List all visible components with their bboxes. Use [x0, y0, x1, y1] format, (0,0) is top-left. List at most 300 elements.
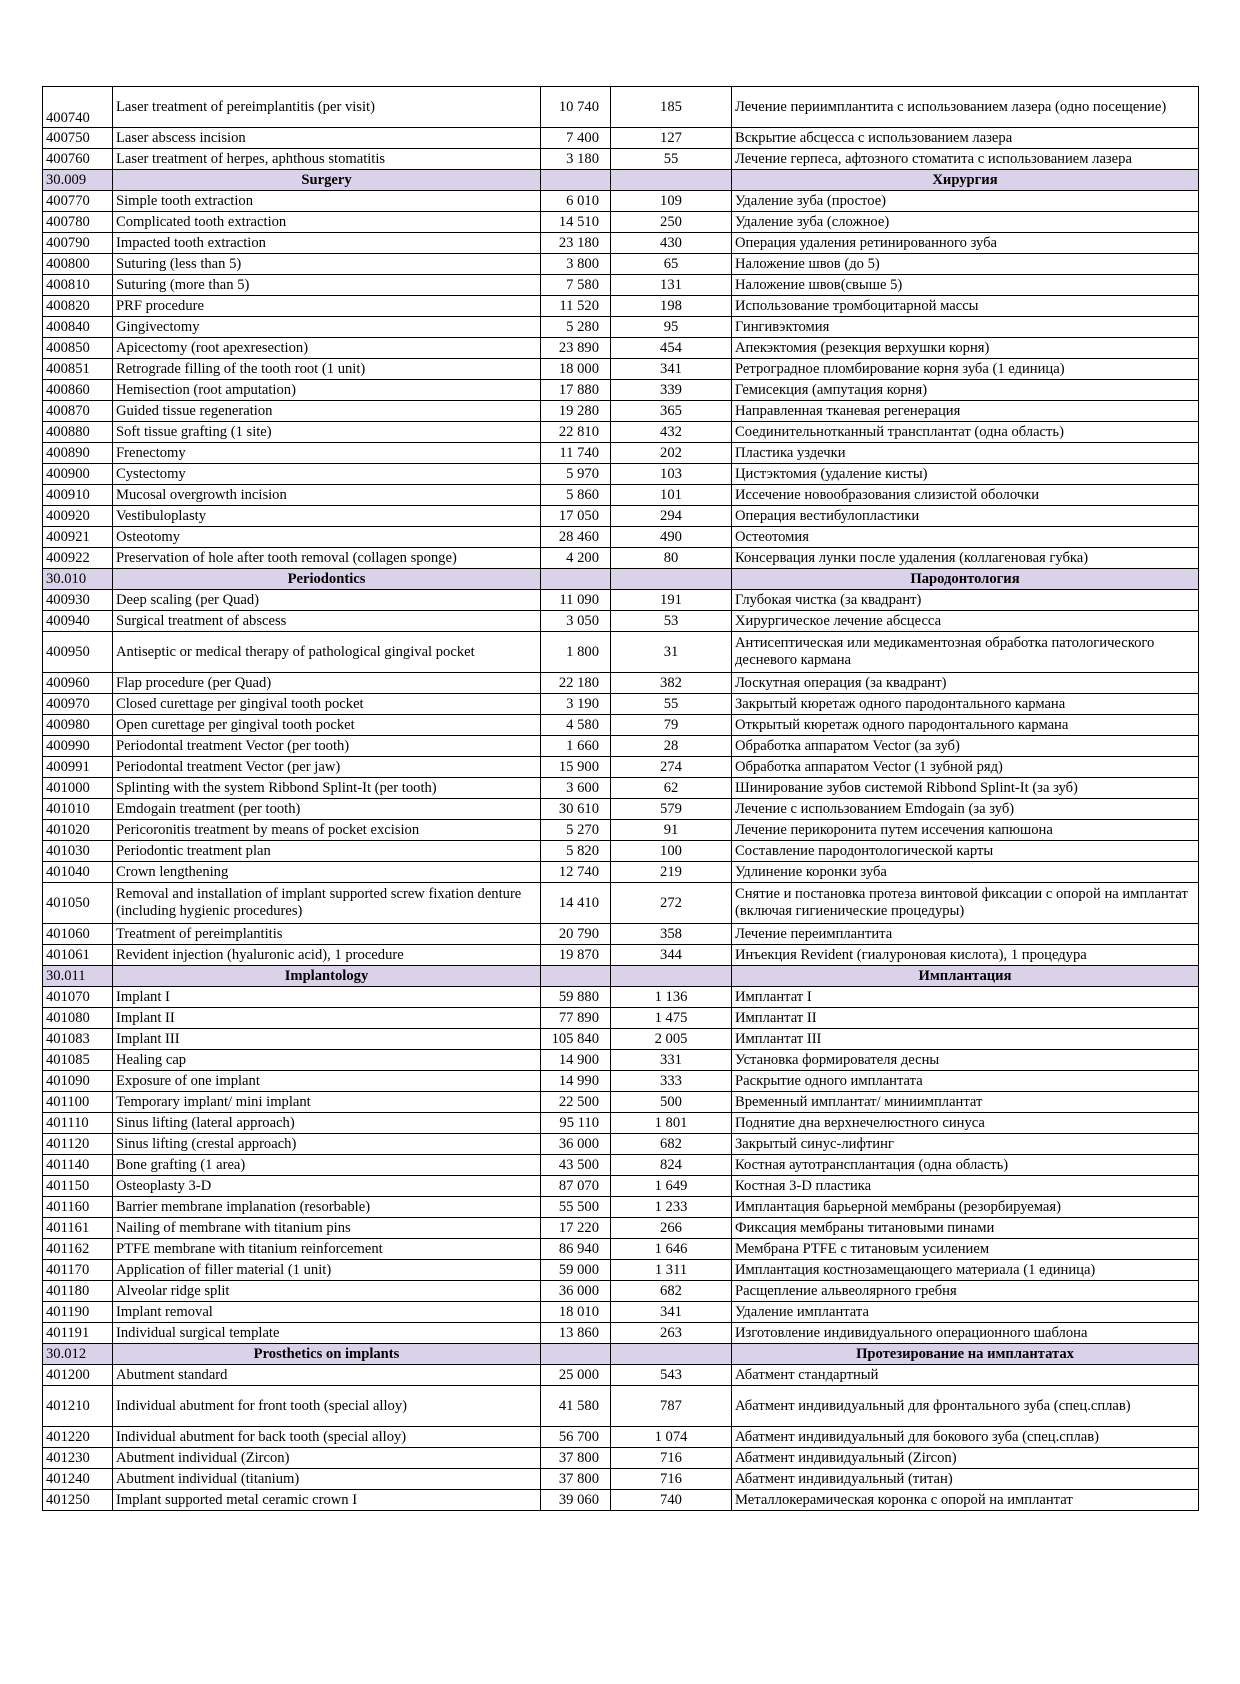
- price-amount: 5 860: [541, 485, 611, 506]
- table-row: [43, 632, 1199, 673]
- service-code: 401040: [43, 862, 113, 883]
- service-name-ru: Имплантат II: [732, 1008, 1199, 1029]
- table-row: [43, 1490, 1199, 1511]
- service-name-en: Laser treatment of pereimplantitis (per visit): [113, 87, 541, 128]
- price-amount: 7 400: [541, 128, 611, 149]
- service-code: 401050: [43, 883, 113, 924]
- service-code: 401250: [43, 1490, 113, 1511]
- price-amount: 23 180: [541, 233, 611, 254]
- table-row: [43, 87, 1199, 128]
- price-usd: 53: [611, 611, 732, 632]
- price-amount: 11 740: [541, 443, 611, 464]
- service-code: 400760: [43, 149, 113, 170]
- service-code: 401162: [43, 1239, 113, 1260]
- price-usd: 55: [611, 694, 732, 715]
- section-code: 30.011: [43, 966, 113, 987]
- table-row: [43, 757, 1199, 778]
- price-amount: 86 940: [541, 1239, 611, 1260]
- service-name-en: Frenectomy: [113, 443, 541, 464]
- service-name-en: Sinus lifting (lateral approach): [113, 1113, 541, 1134]
- service-code: 401100: [43, 1092, 113, 1113]
- price-usd: 1 233: [611, 1197, 732, 1218]
- price-amount: 14 990: [541, 1071, 611, 1092]
- price-usd: 430: [611, 233, 732, 254]
- price-usd: 365: [611, 401, 732, 422]
- service-name-ru: Абатмент индивидуальный (Zircon): [732, 1448, 1199, 1469]
- service-name-ru: Наложение швов (до 5): [732, 254, 1199, 275]
- service-name-en: Soft tissue grafting (1 site): [113, 422, 541, 443]
- price-usd: 344: [611, 945, 732, 966]
- service-name-en: Healing cap: [113, 1050, 541, 1071]
- price-usd: 1 074: [611, 1427, 732, 1448]
- table-row: [43, 1386, 1199, 1427]
- service-name-ru: Лечение переимплантита: [732, 924, 1199, 945]
- price-amount: 3 800: [541, 254, 611, 275]
- table-row: [43, 359, 1199, 380]
- section-empty-cell: [611, 966, 732, 987]
- price-usd: 490: [611, 527, 732, 548]
- service-name-en: Splinting with the system Ribbond Splint-It (per tooth): [113, 778, 541, 799]
- service-code: 400930: [43, 590, 113, 611]
- service-name-ru: Абатмент индивидуальный для бокового зуба (спец.сплав): [732, 1427, 1199, 1448]
- price-usd: 185: [611, 87, 732, 128]
- table-row: [43, 1260, 1199, 1281]
- service-name-en: Bone grafting (1 area): [113, 1155, 541, 1176]
- service-name-en: Individual abutment for front tooth (special alloy): [113, 1386, 541, 1427]
- service-name-en: Guided tissue regeneration: [113, 401, 541, 422]
- section-title-ru: Пародонтология: [732, 569, 1199, 590]
- service-name-ru: Обработка аппаратом Vector (за зуб): [732, 736, 1199, 757]
- price-usd: 263: [611, 1323, 732, 1344]
- service-name-ru: Операция удаления ретинированного зуба: [732, 233, 1199, 254]
- price-usd: 579: [611, 799, 732, 820]
- service-name-ru: Лечение герпеса, афтозного стоматита с использованием лазера: [732, 149, 1199, 170]
- service-name-ru: Лечение с использованием Emdogain (за зуб): [732, 799, 1199, 820]
- service-name-ru: Имплантат I: [732, 987, 1199, 1008]
- service-code: 400950: [43, 632, 113, 673]
- service-code: 400910: [43, 485, 113, 506]
- price-amount: 5 820: [541, 841, 611, 862]
- table-row: [43, 548, 1199, 569]
- price-amount: 18 000: [541, 359, 611, 380]
- service-name-ru: Хирургическое лечение абсцесса: [732, 611, 1199, 632]
- price-amount: 105 840: [541, 1029, 611, 1050]
- service-name-en: PTFE membrane with titanium reinforcement: [113, 1239, 541, 1260]
- price-usd: 358: [611, 924, 732, 945]
- price-usd: 382: [611, 673, 732, 694]
- service-name-ru: Металлокерамическая коронка с опорой на имплантат: [732, 1490, 1199, 1511]
- section-title-ru: Хирургия: [732, 170, 1199, 191]
- service-name-en: Application of filler material (1 unit): [113, 1260, 541, 1281]
- price-usd: 250: [611, 212, 732, 233]
- service-code: 401161: [43, 1218, 113, 1239]
- table-row: [43, 1427, 1199, 1448]
- price-amount: 19 870: [541, 945, 611, 966]
- service-code: 401070: [43, 987, 113, 1008]
- price-amount: 41 580: [541, 1386, 611, 1427]
- price-amount: 3 600: [541, 778, 611, 799]
- service-code: 400860: [43, 380, 113, 401]
- service-code: 401020: [43, 820, 113, 841]
- service-name-en: Sinus lifting (crestal approach): [113, 1134, 541, 1155]
- service-code: 400900: [43, 464, 113, 485]
- service-name-ru: Раскрытие одного имплантата: [732, 1071, 1199, 1092]
- price-usd: 432: [611, 422, 732, 443]
- service-code: 401190: [43, 1302, 113, 1323]
- service-name-en: Implant II: [113, 1008, 541, 1029]
- section-header-row: [43, 1344, 1199, 1365]
- service-name-ru: Вскрытие абсцесса с использованием лазера: [732, 128, 1199, 149]
- price-usd: 79: [611, 715, 732, 736]
- price-amount: 10 740: [541, 87, 611, 128]
- price-amount: 59 000: [541, 1260, 611, 1281]
- price-table-body: [43, 87, 1199, 1511]
- table-row: [43, 1281, 1199, 1302]
- price-usd: 131: [611, 275, 732, 296]
- section-header-row: [43, 966, 1199, 987]
- price-usd: 543: [611, 1365, 732, 1386]
- service-code: 401060: [43, 924, 113, 945]
- section-code: 30.010: [43, 569, 113, 590]
- service-code: 401160: [43, 1197, 113, 1218]
- table-row: [43, 443, 1199, 464]
- price-amount: 55 500: [541, 1197, 611, 1218]
- price-amount: 17 880: [541, 380, 611, 401]
- service-name-ru: Снятие и постановка протеза винтовой фиксации с опорой на имплантат (включая гигиенические процедуры): [732, 883, 1199, 924]
- price-usd: 740: [611, 1490, 732, 1511]
- service-name-en: Simple tooth extraction: [113, 191, 541, 212]
- price-usd: 103: [611, 464, 732, 485]
- section-title-en: Surgery: [113, 170, 541, 191]
- price-usd: 716: [611, 1448, 732, 1469]
- service-name-ru: Гингивэктомия: [732, 317, 1199, 338]
- service-name-ru: Направленная тканевая регенерация: [732, 401, 1199, 422]
- price-usd: 787: [611, 1386, 732, 1427]
- service-name-en: Periodontal treatment Vector (per tooth): [113, 736, 541, 757]
- table-row: [43, 464, 1199, 485]
- service-code: 400851: [43, 359, 113, 380]
- price-usd: 202: [611, 443, 732, 464]
- service-name-en: Implant removal: [113, 1302, 541, 1323]
- service-name-ru: Имплантация костнозамещающего материала (1 единица): [732, 1260, 1199, 1281]
- service-name-ru: Изготовление индивидуального операционного шаблона: [732, 1323, 1199, 1344]
- service-name-en: Abutment standard: [113, 1365, 541, 1386]
- service-name-en: Crown lengthening: [113, 862, 541, 883]
- section-empty-cell: [541, 1344, 611, 1365]
- price-usd: 824: [611, 1155, 732, 1176]
- service-name-en: Mucosal overgrowth incision: [113, 485, 541, 506]
- service-name-ru: Лечение перикоронита путем иссечения капюшона: [732, 820, 1199, 841]
- price-usd: 500: [611, 1092, 732, 1113]
- service-name-en: PRF procedure: [113, 296, 541, 317]
- table-row: [43, 1092, 1199, 1113]
- service-name-ru: Апекэктомия (резекция верхушки корня): [732, 338, 1199, 359]
- service-name-ru: Мембрана PTFE с титановым усилением: [732, 1239, 1199, 1260]
- price-amount: 1 660: [541, 736, 611, 757]
- service-name-ru: Поднятие дна верхнечелюстного синуса: [732, 1113, 1199, 1134]
- table-row: [43, 233, 1199, 254]
- price-amount: 77 890: [541, 1008, 611, 1029]
- service-name-ru: Закрытый кюретаж одного пародонтального кармана: [732, 694, 1199, 715]
- section-title-en: Periodontics: [113, 569, 541, 590]
- service-code: 401191: [43, 1323, 113, 1344]
- table-row: [43, 694, 1199, 715]
- service-name-ru: Лоскутная операция (за квадрант): [732, 673, 1199, 694]
- service-name-en: Preservation of hole after tooth removal (collagen sponge): [113, 548, 541, 569]
- service-name-en: Laser abscess incision: [113, 128, 541, 149]
- service-name-ru: Абатмент стандартный: [732, 1365, 1199, 1386]
- service-name-ru: Глубокая чистка (за квадрант): [732, 590, 1199, 611]
- service-code: 400790: [43, 233, 113, 254]
- table-row: [43, 987, 1199, 1008]
- service-name-en: Abutment individual (Zircon): [113, 1448, 541, 1469]
- price-amount: 20 790: [541, 924, 611, 945]
- price-usd: 109: [611, 191, 732, 212]
- service-code: 400980: [43, 715, 113, 736]
- service-name-en: Cystectomy: [113, 464, 541, 485]
- service-name-ru: Операция вестибулопластики: [732, 506, 1199, 527]
- price-amount: 25 000: [541, 1365, 611, 1386]
- service-name-en: Nailing of membrane with titanium pins: [113, 1218, 541, 1239]
- price-amount: 23 890: [541, 338, 611, 359]
- table-row: [43, 1239, 1199, 1260]
- price-usd: 341: [611, 1302, 732, 1323]
- table-row: [43, 128, 1199, 149]
- table-row: [43, 1029, 1199, 1050]
- service-name-en: Pericoronitis treatment by means of pocket excision: [113, 820, 541, 841]
- service-name-en: Suturing (more than 5): [113, 275, 541, 296]
- service-code: 400970: [43, 694, 113, 715]
- service-code: 401085: [43, 1050, 113, 1071]
- service-name-ru: Ретроградное пломбирование корня зуба (1 единица): [732, 359, 1199, 380]
- service-code: 401120: [43, 1134, 113, 1155]
- service-code: 400840: [43, 317, 113, 338]
- service-code: 401000: [43, 778, 113, 799]
- price-usd: 1 136: [611, 987, 732, 1008]
- service-name-en: Periodontal treatment Vector (per jaw): [113, 757, 541, 778]
- service-name-en: Exposure of one implant: [113, 1071, 541, 1092]
- service-code: 400770: [43, 191, 113, 212]
- service-name-ru: Удаление зуба (простое): [732, 191, 1199, 212]
- section-title-ru: Протезирование на имплантатах: [732, 1344, 1199, 1365]
- service-name-ru: Имплантат III: [732, 1029, 1199, 1050]
- price-amount: 95 110: [541, 1113, 611, 1134]
- price-amount: 59 880: [541, 987, 611, 1008]
- price-usd: 91: [611, 820, 732, 841]
- service-name-en: Closed curettage per gingival tooth pocket: [113, 694, 541, 715]
- service-code: 401110: [43, 1113, 113, 1134]
- service-name-en: Implant supported metal ceramic crown I: [113, 1490, 541, 1511]
- table-row: [43, 1134, 1199, 1155]
- service-code: 401180: [43, 1281, 113, 1302]
- service-name-en: Apicectomy (root apexresection): [113, 338, 541, 359]
- price-amount: 39 060: [541, 1490, 611, 1511]
- service-name-en: Suturing (less than 5): [113, 254, 541, 275]
- service-name-en: Individual surgical template: [113, 1323, 541, 1344]
- price-usd: 65: [611, 254, 732, 275]
- service-name-en: Emdogain treatment (per tooth): [113, 799, 541, 820]
- service-name-ru: Использование тромбоцитарной массы: [732, 296, 1199, 317]
- service-name-ru: Временный имплантат/ миниимплантат: [732, 1092, 1199, 1113]
- service-code: 400870: [43, 401, 113, 422]
- service-code: 400780: [43, 212, 113, 233]
- service-code: 400850: [43, 338, 113, 359]
- price-amount: 4 200: [541, 548, 611, 569]
- service-name-ru: Удаление зуба (сложное): [732, 212, 1199, 233]
- service-name-ru: Лечение периимплантита с использованием лазера (одно посещение): [732, 87, 1199, 128]
- price-amount: 4 580: [541, 715, 611, 736]
- service-name-en: Temporary implant/ mini implant: [113, 1092, 541, 1113]
- service-code: 401090: [43, 1071, 113, 1092]
- price-amount: 87 070: [541, 1176, 611, 1197]
- service-name-ru: Шинирование зубов системой Ribbond Splint-It (за зуб): [732, 778, 1199, 799]
- table-row: [43, 1469, 1199, 1490]
- table-row: [43, 590, 1199, 611]
- table-row: [43, 485, 1199, 506]
- service-name-ru: Костная 3-D пластика: [732, 1176, 1199, 1197]
- service-code: 401080: [43, 1008, 113, 1029]
- price-amount: 43 500: [541, 1155, 611, 1176]
- service-code: 401140: [43, 1155, 113, 1176]
- service-name-ru: Удаление имплантата: [732, 1302, 1199, 1323]
- service-name-ru: Наложение швов(свыше 5): [732, 275, 1199, 296]
- table-row: [43, 1050, 1199, 1071]
- table-row: [43, 212, 1199, 233]
- service-code: 401170: [43, 1260, 113, 1281]
- service-code: 401240: [43, 1469, 113, 1490]
- service-code: 400921: [43, 527, 113, 548]
- table-row: [43, 924, 1199, 945]
- table-row: [43, 1155, 1199, 1176]
- price-amount: 36 000: [541, 1134, 611, 1155]
- price-usd: 1 475: [611, 1008, 732, 1029]
- section-code: 30.009: [43, 170, 113, 191]
- table-row: [43, 1071, 1199, 1092]
- price-amount: 12 740: [541, 862, 611, 883]
- price-amount: 56 700: [541, 1427, 611, 1448]
- service-name-ru: Костная аутотрансплантация (одна область): [732, 1155, 1199, 1176]
- price-usd: 454: [611, 338, 732, 359]
- service-code: 400922: [43, 548, 113, 569]
- price-usd: 1 649: [611, 1176, 732, 1197]
- service-name-en: Impacted tooth extraction: [113, 233, 541, 254]
- price-usd: 333: [611, 1071, 732, 1092]
- price-amount: 22 180: [541, 673, 611, 694]
- price-amount: 14 410: [541, 883, 611, 924]
- service-name-ru: Цистэктомия (удаление кисты): [732, 464, 1199, 485]
- service-code: 400991: [43, 757, 113, 778]
- service-name-en: Antiseptic or medical therapy of pathological gingival pocket: [113, 632, 541, 673]
- service-name-en: Implant I: [113, 987, 541, 1008]
- price-amount: 19 280: [541, 401, 611, 422]
- section-code: 30.012: [43, 1344, 113, 1365]
- price-amount: 14 900: [541, 1050, 611, 1071]
- service-name-ru: Консервация лунки после удаления (коллагеновая губка): [732, 548, 1199, 569]
- price-amount: 5 270: [541, 820, 611, 841]
- service-code: 401220: [43, 1427, 113, 1448]
- section-empty-cell: [541, 170, 611, 191]
- table-row: [43, 1448, 1199, 1469]
- service-code: 400800: [43, 254, 113, 275]
- price-list-page: [42, 86, 1198, 1511]
- price-usd: 682: [611, 1134, 732, 1155]
- service-code: 400750: [43, 128, 113, 149]
- service-code: 400820: [43, 296, 113, 317]
- service-code: 401210: [43, 1386, 113, 1427]
- service-code: 401200: [43, 1365, 113, 1386]
- price-usd: 80: [611, 548, 732, 569]
- service-name-ru: Остеотомия: [732, 527, 1199, 548]
- service-name-en: Barrier membrane implanation (resorbable): [113, 1197, 541, 1218]
- table-row: [43, 506, 1199, 527]
- service-name-en: Treatment of pereimplantitis: [113, 924, 541, 945]
- service-code: 400890: [43, 443, 113, 464]
- table-row: [43, 275, 1199, 296]
- service-name-en: Alveolar ridge split: [113, 1281, 541, 1302]
- price-amount: 37 800: [541, 1469, 611, 1490]
- price-amount: 5 280: [541, 317, 611, 338]
- table-row: [43, 736, 1199, 757]
- service-name-en: Retrograde filling of the tooth root (1 unit): [113, 359, 541, 380]
- table-row: [43, 149, 1199, 170]
- price-usd: 95: [611, 317, 732, 338]
- service-name-en: Osteotomy: [113, 527, 541, 548]
- price-amount: 18 010: [541, 1302, 611, 1323]
- table-row: [43, 422, 1199, 443]
- service-name-en: Complicated tooth extraction: [113, 212, 541, 233]
- price-amount: 13 860: [541, 1323, 611, 1344]
- service-name-en: Revident injection (hyaluronic acid), 1 procedure: [113, 945, 541, 966]
- price-usd: 294: [611, 506, 732, 527]
- price-usd: 341: [611, 359, 732, 380]
- table-row: [43, 338, 1199, 359]
- table-row: [43, 715, 1199, 736]
- table-row: [43, 799, 1199, 820]
- service-name-ru: Составление пародонтологической карты: [732, 841, 1199, 862]
- price-usd: 339: [611, 380, 732, 401]
- table-row: [43, 1218, 1199, 1239]
- service-name-ru: Пластика уздечки: [732, 443, 1199, 464]
- service-name-en: Vestibuloplasty: [113, 506, 541, 527]
- service-name-ru: Обработка аппаратом Vector (1 зубной ряд): [732, 757, 1199, 778]
- service-name-ru: Соединительнотканный трансплантат (одна область): [732, 422, 1199, 443]
- price-usd: 1 311: [611, 1260, 732, 1281]
- table-row: [43, 673, 1199, 694]
- table-row: [43, 401, 1199, 422]
- service-code: 401150: [43, 1176, 113, 1197]
- service-code: 400940: [43, 611, 113, 632]
- table-row: [43, 1176, 1199, 1197]
- table-row: [43, 862, 1199, 883]
- price-amount: 3 180: [541, 149, 611, 170]
- service-code: 401230: [43, 1448, 113, 1469]
- service-code: 400960: [43, 673, 113, 694]
- price-amount: 5 970: [541, 464, 611, 485]
- price-amount: 7 580: [541, 275, 611, 296]
- price-amount: 3 190: [541, 694, 611, 715]
- service-code: 401061: [43, 945, 113, 966]
- section-header-row: [43, 569, 1199, 590]
- service-name-en: Individual abutment for back tooth (special alloy): [113, 1427, 541, 1448]
- section-empty-cell: [611, 569, 732, 590]
- service-code: 401030: [43, 841, 113, 862]
- table-row: [43, 778, 1199, 799]
- service-name-en: Gingivectomy: [113, 317, 541, 338]
- table-row: [43, 527, 1199, 548]
- price-amount: 3 050: [541, 611, 611, 632]
- table-row: [43, 611, 1199, 632]
- table-row: [43, 945, 1199, 966]
